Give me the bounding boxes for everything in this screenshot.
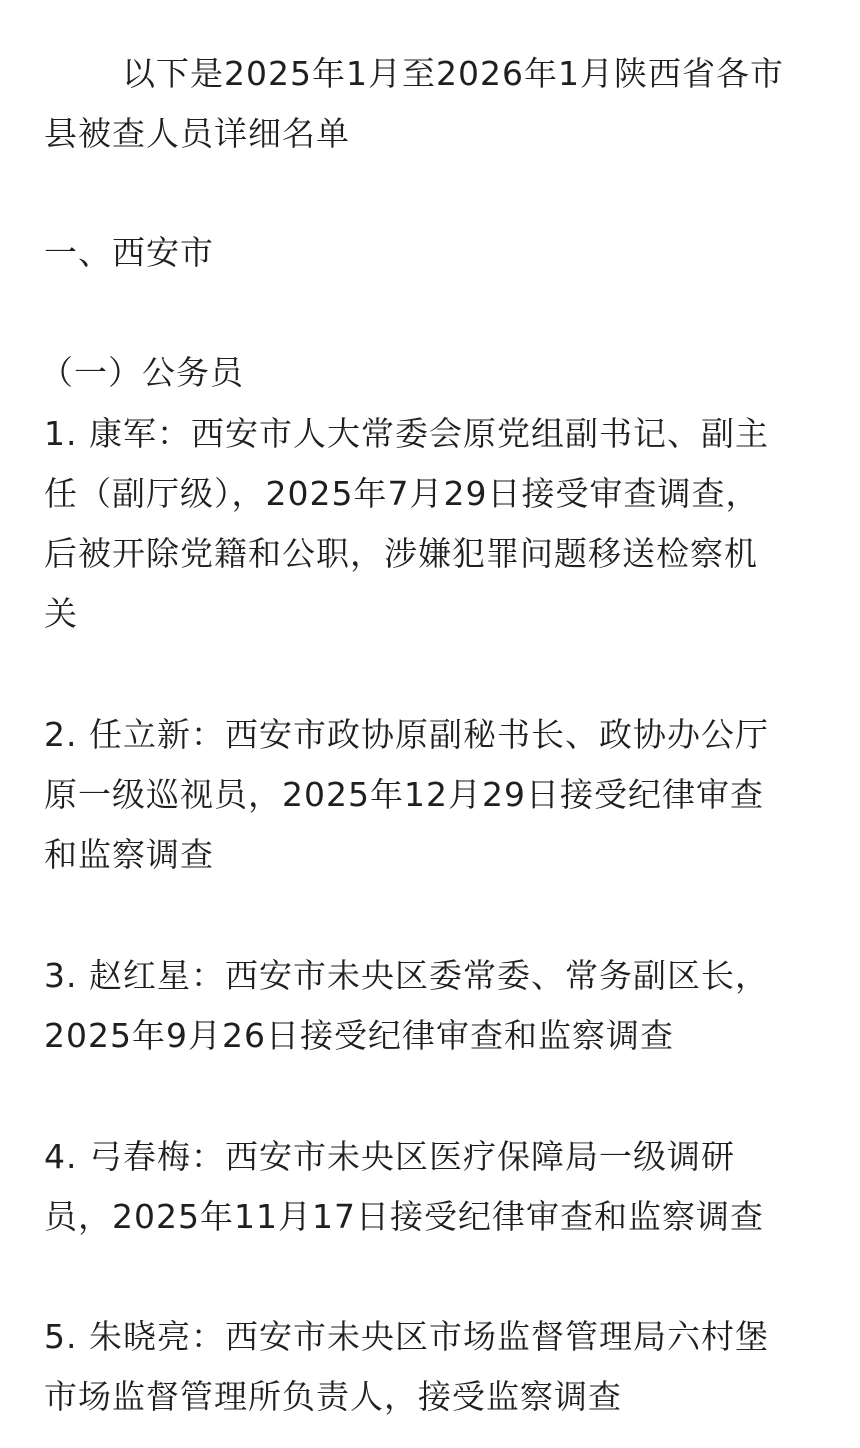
subsection-heading: （一）公务员 — [40, 353, 244, 392]
entry-4-line-2: 员，2025年11月17日接受纪律审查和监察调查 — [44, 1197, 764, 1236]
entry-3-line-1: 3. 赵红星：西安市未央区委常委、常务副区长， — [44, 956, 769, 995]
entry-1-line-2: 任（副厅级），2025年7月29日接受审查调查， — [44, 474, 760, 513]
entry-4-line-1: 4. 弓春梅：西安市未央区医疗保障局一级调研 — [44, 1137, 735, 1176]
entry-1-line-3: 后被开除党籍和公职，涉嫌犯罪问题移送检察机 — [44, 534, 758, 573]
entry-2-line-2: 原一级巡视员，2025年12月29日接受纪律审查 — [44, 775, 764, 814]
intro-line-2: 县被查人员详细名单 — [44, 114, 350, 153]
entry-2-line-3: 和监察调查 — [44, 835, 214, 874]
section-heading: 一、西安市 — [44, 233, 214, 272]
entry-5-line-1: 5. 朱晓亮：西安市未央区市场监督管理局六村堡 — [44, 1317, 769, 1356]
intro-line-1: 以下是2025年1月至2026年1月陕西省各市 — [122, 54, 784, 93]
entry-1-line-1: 1. 康军：西安市人大常委会原党组副书记、副主 — [44, 414, 769, 453]
entry-5-line-2: 市场监督管理所负责人，接受监察调查 — [44, 1377, 622, 1416]
entry-3-line-2: 2025年9月26日接受纪律审查和监察调查 — [44, 1016, 674, 1055]
entry-1-line-4: 关 — [44, 594, 78, 633]
entry-2-line-1: 2. 任立新：西安市政协原副秘书长、政协办公厅 — [44, 715, 769, 754]
